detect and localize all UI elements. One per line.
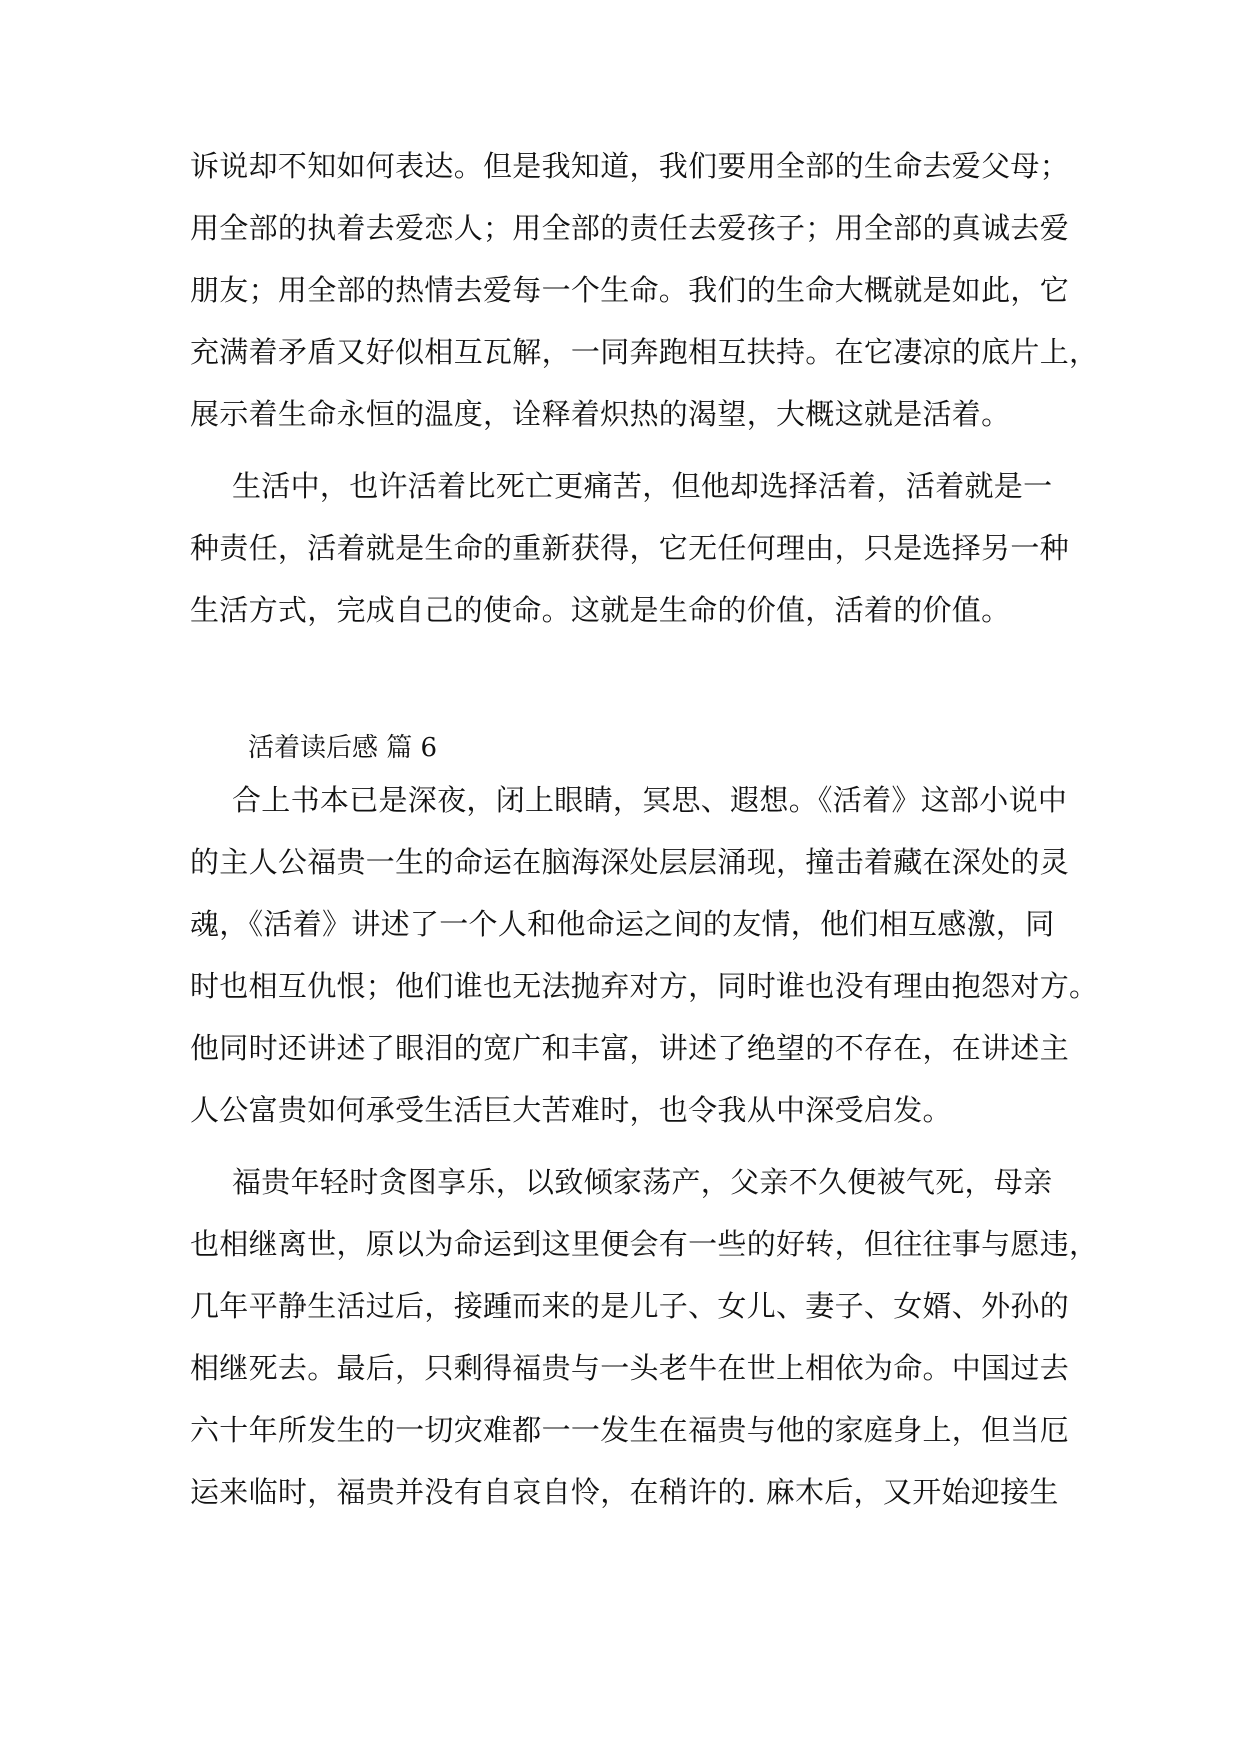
- text-line: 种责任，活着就是生命的重新获得，它无任何理由，只是选择另一种: [190, 531, 1070, 565]
- text-line: 几年平静生活过后，接踵而来的是儿子、女儿、妻子、女婿、外孙的: [190, 1289, 1070, 1323]
- text-line: 展示着生命永恒的温度，诠释着炽热的渴望，大概这就是活着。: [190, 397, 1011, 431]
- text-line: 合上书本已是深夜，闭上眼睛，冥思、遐想。《活着》这部小说中: [232, 783, 1068, 817]
- text-line: 生活中，也许活着比死亡更痛苦，但他却选择活着，活着就是一: [232, 469, 1053, 503]
- text-line: 他同时还讲述了眼泪的宽广和丰富，讲述了绝望的不存在，在讲述主: [190, 1031, 1070, 1065]
- text-line: 人公富贵如何承受生活巨大苦难时，也令我从中深受启发。: [190, 1093, 952, 1127]
- text-line: 运来临时，福贵并没有自哀自怜，在稍许的. 麻木后，又开始迎接生: [190, 1475, 1059, 1509]
- text-line: 生活方式，完成自己的使命。这就是生命的价值，活着的价值。: [190, 593, 1011, 627]
- text-line: 诉说却不知如何表达。但是我知道，我们要用全部的生命去爱父母；: [190, 149, 1070, 183]
- text-line: 福贵年轻时贪图享乐，以致倾家荡产，父亲不久便被气死，母亲: [232, 1165, 1053, 1199]
- text-line: 也相继离世，原以为命运到这里便会有一些的好转，但往往事与愿违，: [190, 1227, 1099, 1261]
- text-line: 的主人公福贵一生的命运在脑海深处层层涌现，撞击着藏在深处的灵: [190, 845, 1070, 879]
- text-line: 时也相互仇恨；他们谁也无法抛弃对方，同时谁也没有理由抱怨对方。: [190, 969, 1099, 1003]
- section-title: 活着读后感 篇 6: [248, 733, 438, 763]
- text-line: 魂，《活着》讲述了一个人和他命运之间的友情，他们相互感激，同: [190, 907, 1055, 941]
- text-line: 朋友；用全部的热情去爱每一个生命。我们的生命大概就是如此，它: [190, 273, 1070, 307]
- text-line: 用全部的执着去爱恋人；用全部的责任去爱孩子；用全部的真诚去爱: [190, 211, 1070, 245]
- text-line: 相继死去。最后，只剩得福贵与一头老牛在世上相依为命。中国过去: [190, 1351, 1070, 1385]
- text-line: 充满着矛盾又好似相互瓦解，一同奔跑相互扶持。在它凄凉的底片上，: [190, 335, 1099, 369]
- text-line: 六十年所发生的一切灾难都一一发生在福贵与他的家庭身上，但当厄: [190, 1413, 1070, 1447]
